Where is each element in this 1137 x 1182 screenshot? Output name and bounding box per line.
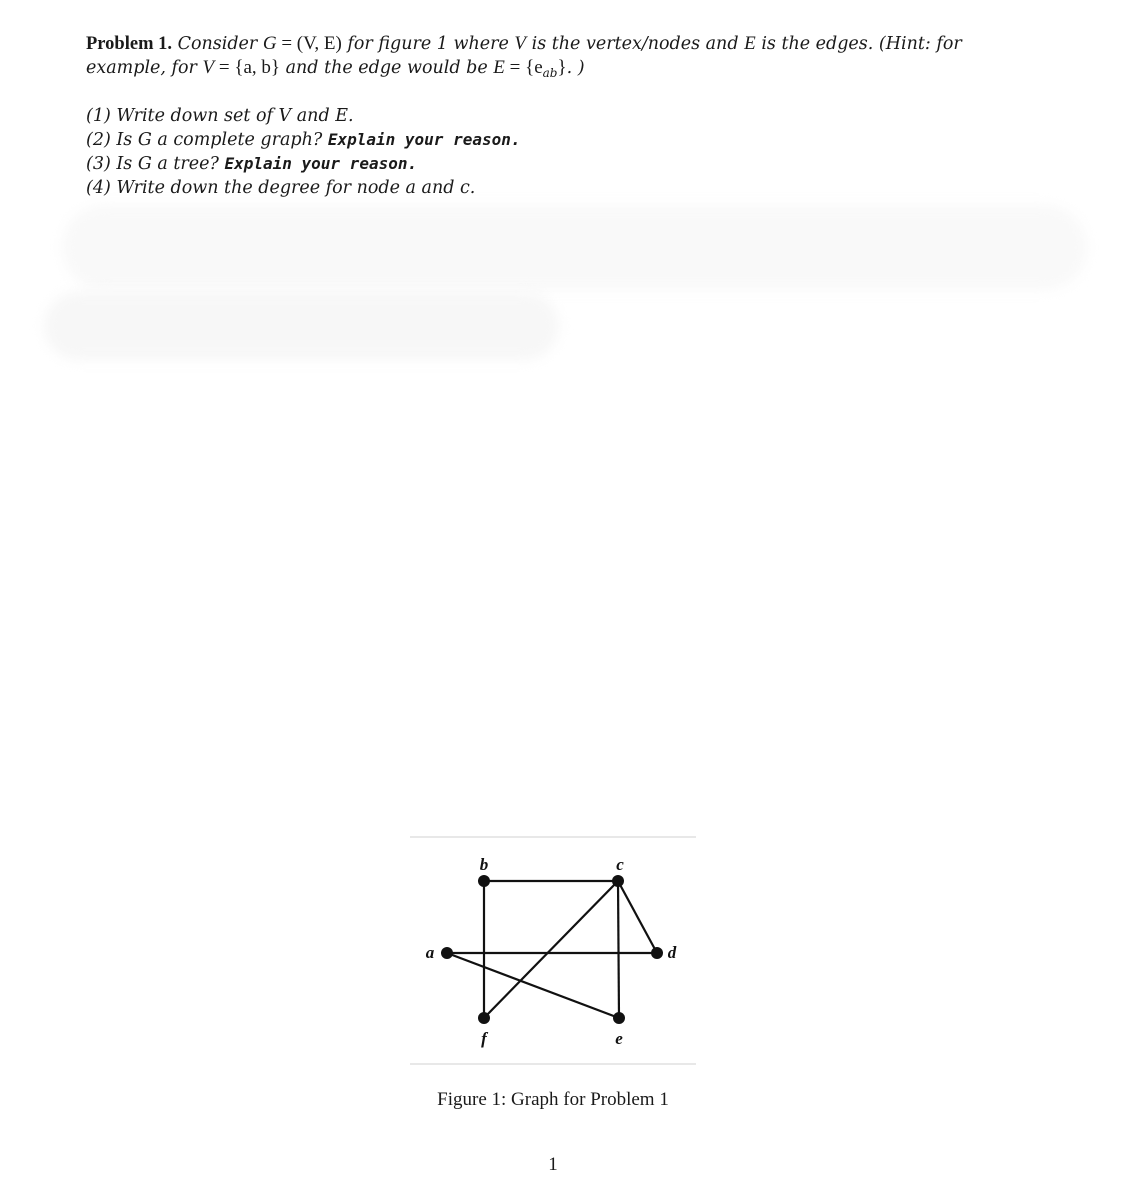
question-list (86, 104, 786, 200)
graph-edges (447, 881, 657, 1018)
edge-cd (618, 881, 657, 953)
edge-ae (447, 953, 619, 1018)
node-label-d: d (667, 943, 677, 962)
edge-ce (618, 881, 619, 1018)
node-c (612, 875, 624, 887)
edge-cf (484, 881, 618, 1018)
graph-figure (410, 836, 696, 1066)
page-number: 1 (548, 1154, 558, 1175)
node-label-a: a (425, 943, 435, 962)
problem-statement: Problem 1. Consider G = (V, E) for figure 1 where V is the vertex/nodes and E is the edges. (Hint: for example, for V = {a, b} and the edge would be $E = \{e_{ab}\}$. ) (86, 33, 962, 80)
question-item: (3) Is G a tree? Explain your reason. (86, 154, 418, 174)
question-item: (4) Write down the degree for node a and c. (86, 178, 476, 198)
node-b (478, 875, 490, 887)
figure-caption: Figure 1: Graph for Problem 1 (437, 1089, 669, 1110)
problem-title: Problem 1. (86, 34, 172, 54)
node-label-c: c (616, 855, 624, 874)
erased-region (44, 292, 559, 360)
node-d (651, 947, 663, 959)
node-label-f: f (481, 1029, 487, 1048)
node-e (613, 1012, 625, 1024)
node-f (478, 1012, 490, 1024)
question-item: (1) Write down set of V and E. (86, 106, 354, 126)
node-a (441, 947, 453, 959)
question-item: (2) Is G a complete graph? Explain your reason. (86, 130, 521, 150)
erased-region (62, 205, 1087, 290)
graph-labels (426, 855, 677, 1048)
node-label-b: b (479, 855, 489, 874)
node-label-e: e (615, 1029, 623, 1048)
